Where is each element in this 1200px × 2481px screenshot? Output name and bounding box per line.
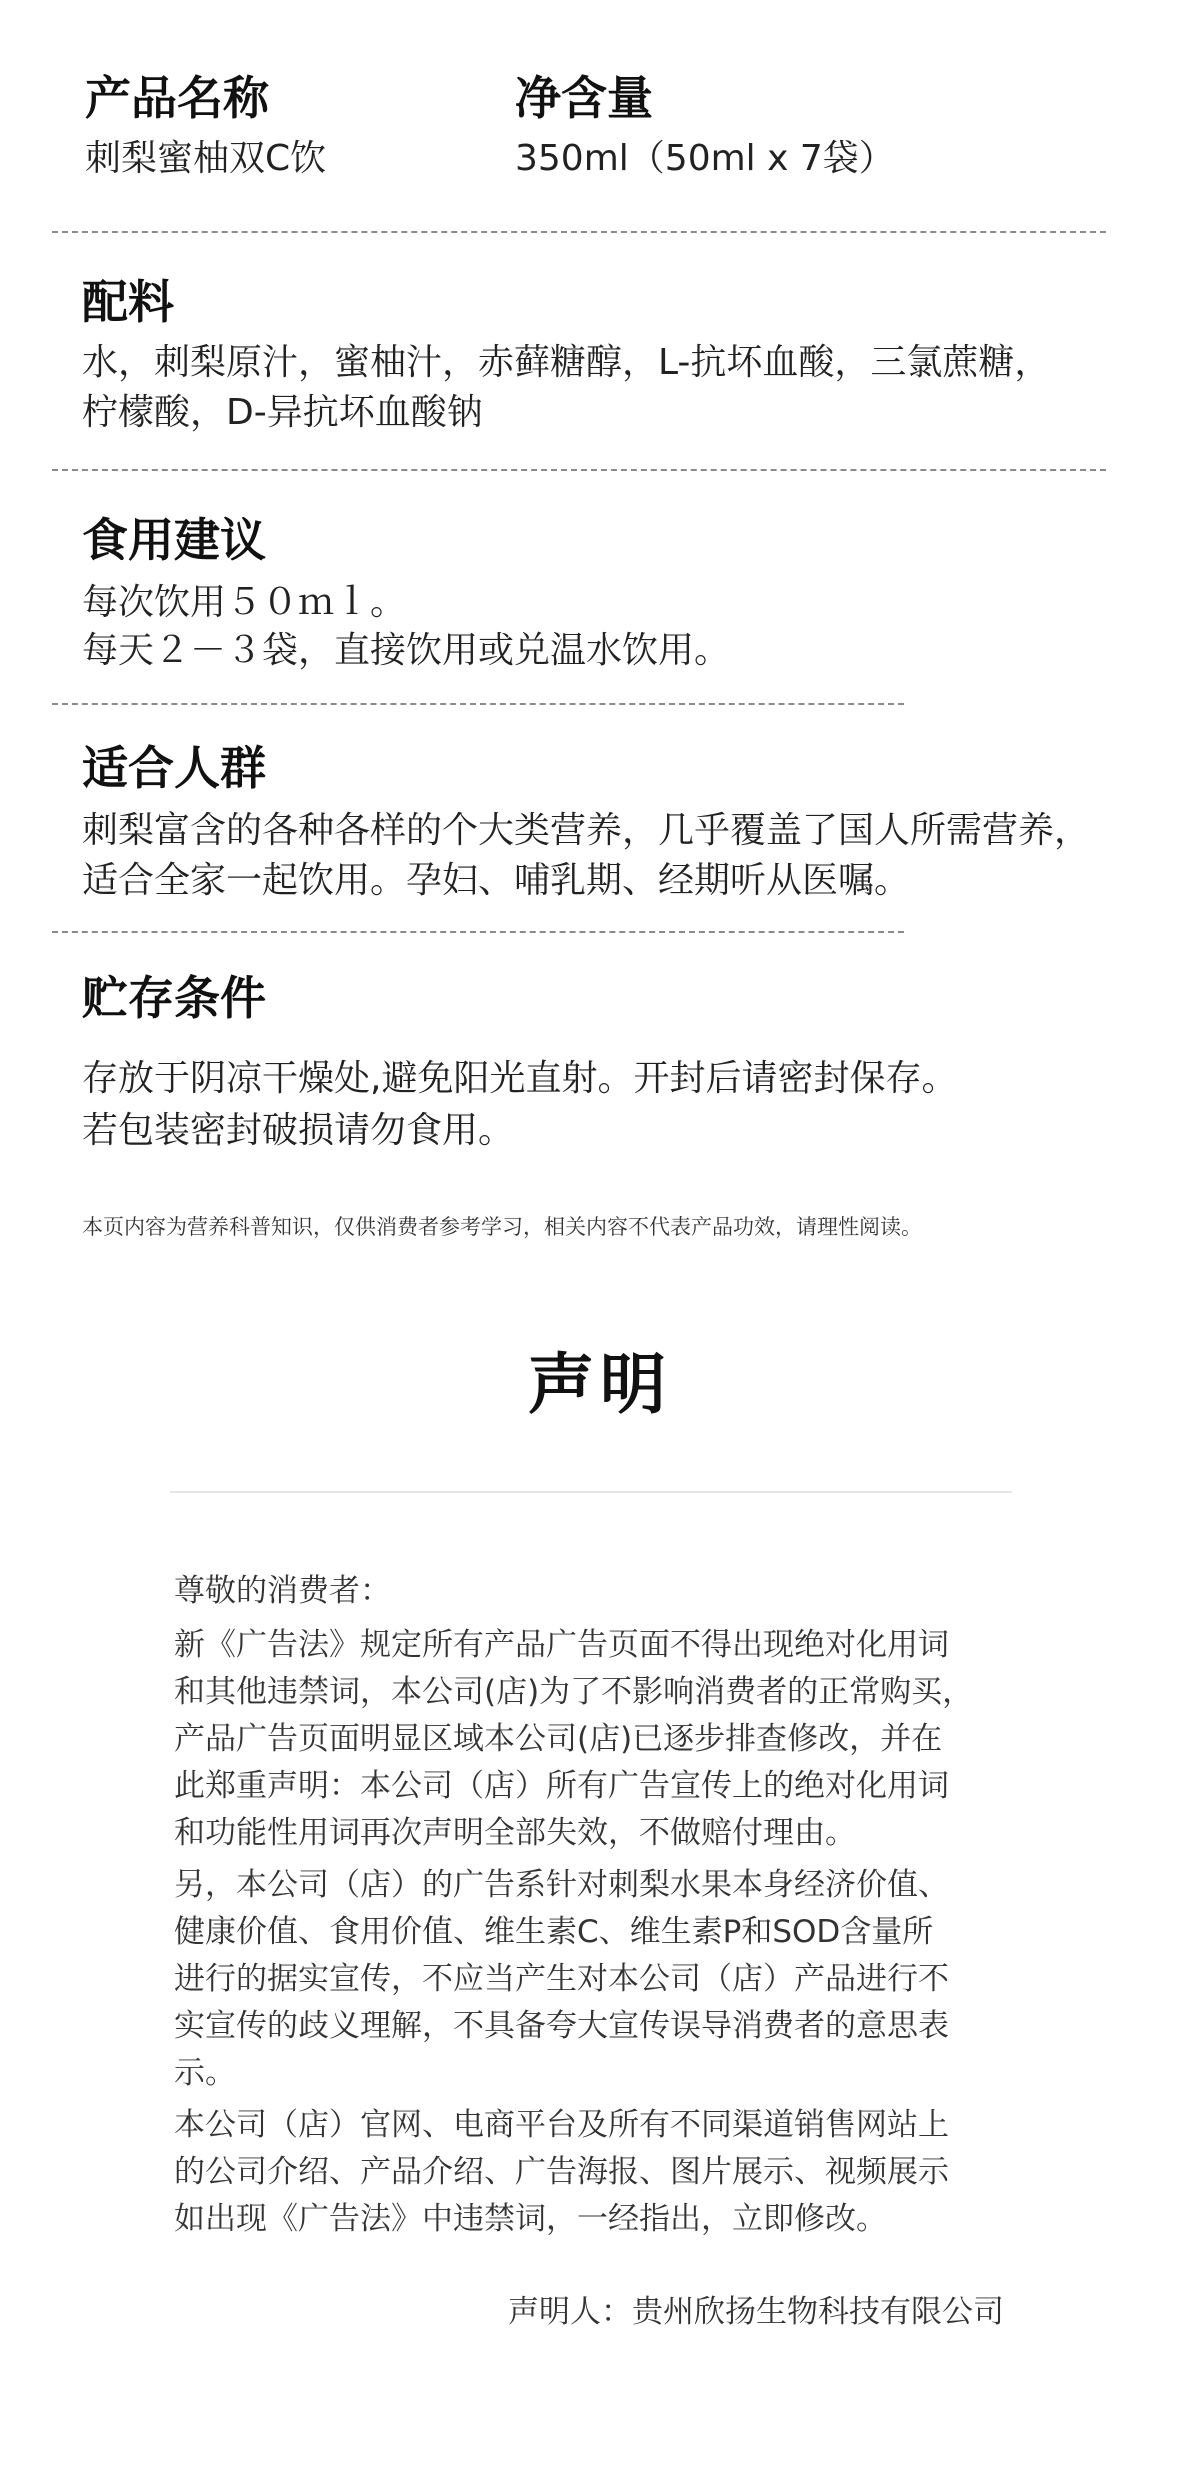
statement-title: 声明 bbox=[528, 1346, 672, 1423]
statement-signer: 声明人：贵州欣扬生物科技有限公司 bbox=[508, 2294, 1004, 2330]
audience-line: 适合全家一起饮用。孕妇、哺乳期、经期听从医嘱。 bbox=[82, 860, 911, 901]
section-divider bbox=[52, 931, 904, 933]
audience-title: 适合人群 bbox=[82, 741, 266, 795]
statement-divider bbox=[170, 1491, 1012, 1493]
storage-title: 贮存条件 bbox=[82, 971, 266, 1025]
usage-line: 每次饮用５０ｍｌ。 bbox=[82, 582, 407, 623]
statement-greeting: 尊敬的消费者： bbox=[174, 1573, 391, 1609]
usage-title: 食用建议 bbox=[82, 513, 266, 567]
ingredients-line: 水，刺梨原汁，蜜柚汁，赤藓糖醇，L-抗坏血酸，三氯蔗糖， bbox=[82, 342, 1051, 383]
section-divider bbox=[52, 231, 1106, 233]
statement-line: 进行的据实宣传，不应当产生对本公司（店）产品进行不 bbox=[174, 1961, 949, 1997]
disclaimer-note: 本页内容为营养科普知识，仅供消费者参考学习，相关内容不代表产品功效，请理性阅读。 bbox=[82, 1215, 922, 1239]
usage-line: 每天２－３袋，直接饮用或兑温水饮用。 bbox=[82, 630, 731, 671]
storage-line: 若包装密封破损请勿食用。 bbox=[82, 1110, 515, 1151]
statement-line: 健康价值、食用价值、维生素C、维生素P和SOD含量所 bbox=[174, 1914, 934, 1950]
statement-line: 新《广告法》规定所有产品广告页面不得出现绝对化用词 bbox=[174, 1627, 949, 1663]
statement-line: 如出现《广告法》中违禁词，一经指出，立即修改。 bbox=[174, 2201, 887, 2237]
statement-line: 另，本公司（店）的广告系针对刺梨水果本身经济价值、 bbox=[174, 1867, 949, 1903]
statement-line: 实宣传的歧义理解，不具备夸大宣传误导消费者的意思表 bbox=[174, 2008, 949, 2044]
statement-line: 的公司介绍、产品介绍、广告海报、图片展示、视频展示 bbox=[174, 2154, 949, 2190]
section-divider bbox=[52, 469, 1106, 471]
ingredients-line: 柠檬酸，D-异抗坏血酸钠 bbox=[82, 392, 483, 433]
statement-line: 和其他违禁词，本公司(店)为了不影响消费者的正常购买， bbox=[174, 1674, 974, 1710]
statement-line: 示。 bbox=[174, 2055, 236, 2091]
ingredients-title: 配料 bbox=[82, 275, 174, 329]
statement-line: 和功能性用词再次声明全部失效，不做赔付理由。 bbox=[174, 1815, 856, 1851]
statement-line: 本公司（店）官网、电商平台及所有不同渠道销售网站上 bbox=[174, 2107, 949, 2143]
net-content-value: 350ml（50ml x 7袋） bbox=[515, 138, 895, 179]
product-name-label: 产品名称 bbox=[85, 71, 269, 125]
storage-line: 存放于阴凉干燥处,避免阳光直射。开封后请密封保存。 bbox=[82, 1058, 958, 1099]
net-content-label: 净含量 bbox=[515, 71, 653, 125]
section-divider bbox=[52, 703, 904, 705]
statement-line: 此郑重声明：本公司（店）所有广告宣传上的绝对化用词 bbox=[174, 1768, 949, 1804]
product-name-value: 刺梨蜜柚双C饮 bbox=[85, 138, 327, 179]
statement-line: 产品广告页面明显区域本公司(店)已逐步排查修改，并在 bbox=[174, 1721, 943, 1757]
audience-line: 刺梨富含的各种各样的个大类营养，几乎覆盖了国人所需营养， bbox=[82, 810, 1091, 851]
